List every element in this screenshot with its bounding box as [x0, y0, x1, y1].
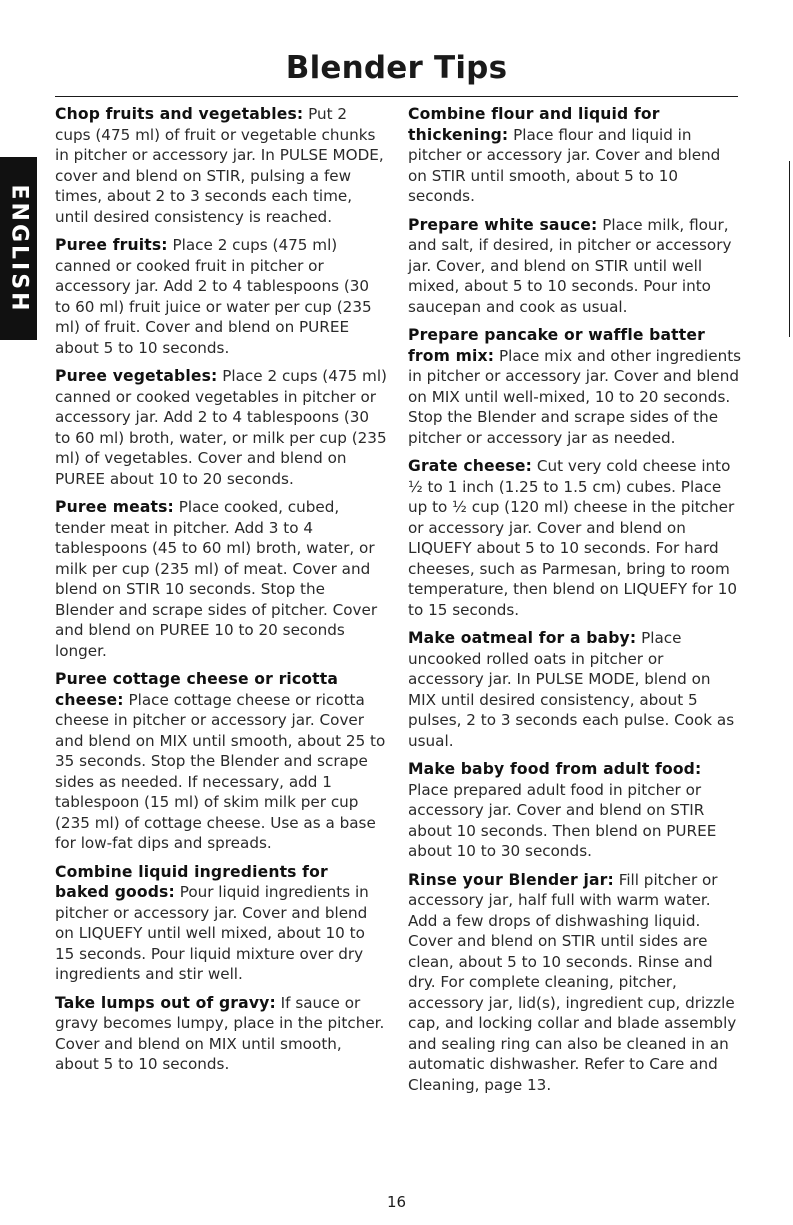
tip-heading: Make oatmeal for a baby: — [408, 629, 637, 647]
tip-body: Pour liquid ingredients in pitcher or accessory jar. Cover and blend on LIQUEFY until well mixed, about 10 to 15 seconds. Pour liquid mixture over dry ingredients and stir well. — [55, 883, 369, 983]
tip-body: Fill pitcher or accessory jar, half full with warm water. Add a few drops of dishwashing liquid. Cover and blend on STIR until sides are clean, about 5 to 10 seconds. Rinse and dry. For complete cleaning, pitcher, accessory jar, lid(s), ingredient cup, drizzle cap, and locking collar and blade assembly and sealing ring can also be cleaned in an automatic dishwasher. Refer to Care and Cleaning, page 13. — [408, 870, 737, 1094]
tip-heading: Make baby food from adult food: — [408, 760, 702, 778]
tip-body: Place 2 cups (475 ml) canned or cooked vegetables in pitcher or accessory jar. Add 2 to 4 tablespoons (30 to 60 ml) broth, water, or milk per cup (235 ml) of vegetables. Cover and blend on PUREE about 10 to 20 seconds. — [55, 367, 387, 488]
tip-oatmeal-baby — [408, 628, 742, 751]
tip-chop-fruits-vegetables — [55, 104, 387, 227]
tip-pancake-batter — [408, 325, 742, 448]
tip-heading: Puree fruits: — [55, 236, 168, 254]
tip-body: Cut very cold cheese into ½ to 1 inch (1.25 to 1.5 cm) cubes. Place up to ½ cup (120 ml) cheese in the pitcher or accessory jar. Cover and blend on LIQUEFY about 5 to 10 seconds. For hard cheeses, such as Parmesan, bring to room temperature, then blend on LIQUEFY for 10 to 15 seconds. — [408, 457, 738, 619]
tip-heading: Puree meats: — [55, 498, 174, 516]
tip-flour-liquid-thickening — [408, 104, 742, 207]
tip-heading: Puree vegetables: — [55, 367, 218, 385]
tip-white-sauce — [408, 215, 742, 318]
tip-rinse-blender-jar — [408, 870, 742, 1096]
tip-body: Place cottage cheese or ricotta cheese in pitcher or accessory jar. Cover and blend on MIX until smooth, about 25 to 35 seconds. Stop the Blender and scrape sides as needed. If necessary, add 1 tablespoon (15 ml) of skim milk per cup (235 ml) of cottage cheese. Use as a base for low-fat dips and spreads. — [55, 690, 386, 852]
left-column — [55, 104, 387, 1083]
title-divider — [55, 96, 738, 97]
tip-heading: Grate cheese: — [408, 457, 533, 475]
language-tab-label: ENGLISH — [6, 184, 31, 313]
tip-body: If sauce or gravy becomes lumpy, place in the pitcher. Cover and blend on MIX until smooth, about 5 to 10 seconds. — [55, 993, 385, 1073]
tip-body: Place uncooked rolled oats in pitcher or accessory jar. In PULSE MODE, blend on MIX until desired consistency, about 5 pulses, 2 to 3 seconds each pulse. Cook as usual. — [408, 629, 735, 750]
tip-heading: Prepare white sauce: — [408, 215, 598, 234]
tip-puree-cottage-cheese — [55, 669, 387, 854]
tip-body: Place cooked, cubed, tender meat in pitcher. Add 3 to 4 tablespoons (45 to 60 ml) broth, water, or milk per cup (235 ml) of meat. Cover and blend on STIR 10 seconds. Stop the Blender and scrape sides of pitcher. Cover and blend on PUREE 10 to 20 seconds longer. — [55, 498, 378, 660]
tip-body: Place flour and liquid in pitcher or accessory jar. Cover and blend on STIR until smooth, about 5 to 10 seconds. — [408, 125, 721, 205]
tip-body: Place mix and other ingredients in pitcher or accessory jar. Cover and blend on MIX until well-mixed, 10 to 20 seconds. Stop the Blender and scrape sides of the pitcher or accessory jar as needed. — [408, 346, 742, 447]
tip-puree-vegetables — [55, 366, 387, 489]
tip-heading: Rinse your Blender jar: — [408, 870, 614, 889]
tip-heading: Combine flour and liquid for thickening: — [408, 105, 660, 144]
tip-heading: Prepare pancake or waffle batter from mix: — [408, 326, 705, 365]
tip-heading: Take lumps out of gravy: — [55, 993, 276, 1012]
tip-heading: Puree cottage cheese or ricotta cheese: — [55, 670, 339, 709]
tip-body: Place milk, flour, and salt, if desired, in pitcher or accessory jar. Cover, and blend on STIR until well mixed, about 5 to 10 seconds. Pour into saucepan and cook as usual. — [408, 215, 732, 316]
language-tab — [0, 157, 37, 340]
right-column — [408, 104, 742, 1103]
page-title: Blender Tips — [285, 50, 508, 86]
tip-baby-food — [408, 759, 742, 862]
page-number: 16 — [386, 1193, 407, 1211]
tip-combine-liquid-ingredients — [55, 862, 387, 985]
tip-body: Place 2 cups (475 ml) canned or cooked fruit in pitcher or accessory jar. Add 2 to 4 tablespoons (30 to 60 ml) fruit juice or water per cup (235 ml) of fruit. Cover and blend on PUREE about 5 to 10 seconds. — [55, 236, 372, 357]
tip-lumps-gravy — [55, 993, 387, 1075]
tip-body: Place prepared adult food in pitcher or accessory jar. Cover and blend on STIR about 10 seconds. Then blend on PUREE about 10 to 30 seconds. — [408, 780, 717, 860]
tip-grate-cheese — [408, 456, 742, 620]
tip-puree-meats — [55, 497, 387, 661]
right-margin-mark — [789, 161, 790, 337]
tip-puree-fruits — [55, 235, 387, 358]
tip-heading: Chop fruits and vegetables: — [55, 105, 304, 123]
tip-heading: Combine liquid ingredients for baked goods: — [55, 862, 328, 901]
tip-body: Put 2 cups (475 ml) of fruit or vegetable chunks in pitcher or accessory jar. In PULSE MODE, cover and blend on STIR, pulsing a few times, about 2 to 3 seconds each time, until desired consistency is reached. — [55, 105, 384, 226]
